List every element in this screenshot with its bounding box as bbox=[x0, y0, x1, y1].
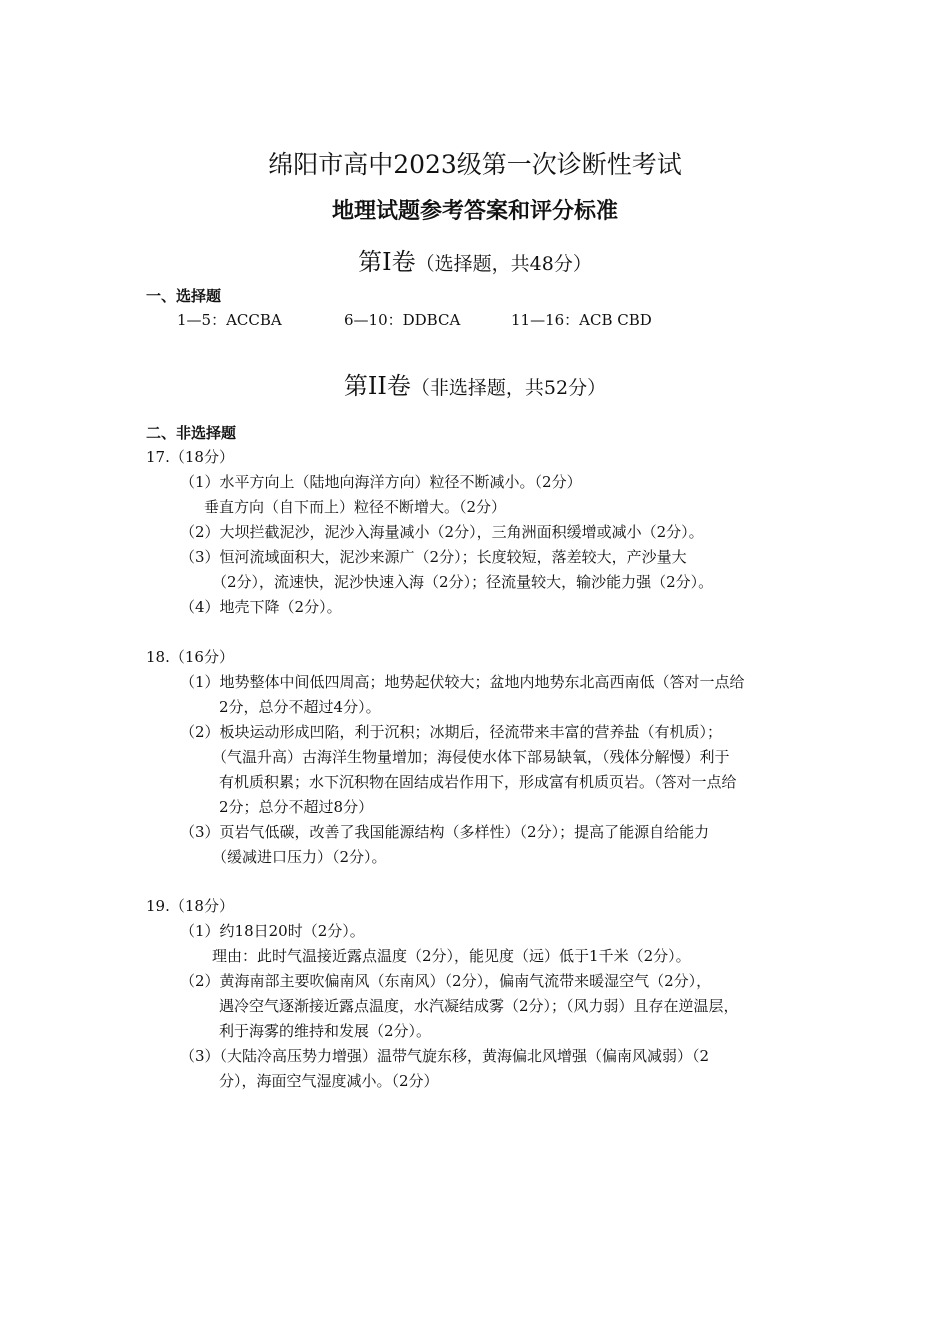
q18-line: （3）页岩气低碳，改善了我国能源结构（多样性）（2分）；提高了能源自给能力 bbox=[180, 823, 710, 841]
q19-line: （2）黄海南部主要吹偏南风（东南风）（2分），偏南气流带来暖湿空气（2分）， bbox=[180, 972, 712, 990]
q18-line: 有机质积累；水下沉积物在固结成岩作用下，形成富有机质页岩。（答对一点给 bbox=[219, 773, 737, 791]
volume-2-note: （非选择题，共52分） bbox=[410, 377, 607, 399]
volume-2-heading bbox=[0, 366, 950, 401]
q19-line: 分），海面空气湿度减小。（2分） bbox=[219, 1072, 439, 1090]
q17-title: 17.（18分） bbox=[146, 448, 234, 466]
volume-1-note: （选择题，共48分） bbox=[415, 253, 592, 275]
answer-group-1: 1—5：ACCBA bbox=[177, 311, 282, 329]
q17-line: （3）恒河流域面积大，泥沙来源广（2分）；长度较短，落差较大，产沙量大 bbox=[180, 548, 687, 566]
section-1-heading: 一、选择题 bbox=[146, 287, 222, 305]
volume-2-label: 第II卷 bbox=[343, 372, 411, 400]
document-subtitle: 地理试题参考答案和评分标准 bbox=[331, 199, 618, 224]
q19-line: 利于海雾的维持和发展（2分）。 bbox=[219, 1022, 432, 1040]
q17-line: 垂直方向（自下而上）粒径不断增大。（2分） bbox=[204, 498, 507, 516]
q18-line: 2分；总分不超过8分） bbox=[219, 798, 374, 816]
q19-line: （3）（大陆冷高压势力增强）温带气旋东移，黄海偏北风增强（偏南风减弱）（2 bbox=[180, 1047, 710, 1065]
q19-line: （1）约18日20时（2分）。 bbox=[180, 922, 365, 940]
q18-line: （缓减进口压力）（2分）。 bbox=[212, 848, 387, 866]
q19-title: 19.（18分） bbox=[146, 897, 234, 915]
answer-group-2: 6—10：DDBCA bbox=[344, 311, 461, 329]
q18-title: 18.（16分） bbox=[146, 648, 234, 666]
q18-line: 2分，总分不超过4分）。 bbox=[219, 698, 381, 716]
q19-line: 遇冷空气逐渐接近露点温度，水汽凝结成雾（2分）；（风力弱）且存在逆温层， bbox=[219, 997, 739, 1015]
section-2-heading: 二、非选择题 bbox=[146, 424, 237, 442]
q18-line: （1）地势整体中间低四周高；地势起伏较大；盆地内地势东北高西南低（答对一点给 bbox=[180, 673, 745, 691]
q18-line: （气温升高）古海洋生物量增加；海侵使水体下部易缺氧，（残体分解慢）利于 bbox=[212, 748, 730, 766]
q17-line: （2分），流速快，泥沙快速入海（2分）；径流量较大，输沙能力强（2分）。 bbox=[212, 573, 714, 591]
q17-line: （2）大坝拦截泥沙，泥沙入海量减小（2分），三角洲面积缓增或减小（2分）。 bbox=[180, 523, 704, 541]
volume-1-heading bbox=[0, 242, 950, 277]
q17-line: （1）水平方向上（陆地向海洋方向）粒径不断减小。（2分） bbox=[180, 473, 582, 491]
document-title: 绵阳市高中2023级第一次诊断性考试 bbox=[268, 150, 682, 179]
volume-1-label: 第I卷 bbox=[358, 248, 416, 276]
q17-line: （4）地壳下降（2分）。 bbox=[180, 598, 342, 616]
q18-line: （2）板块运动形成凹陷，利于沉积；冰期后，径流带来丰富的营养盐（有机质）； bbox=[180, 723, 723, 741]
q19-line: 理由：此时气温接近露点温度（2分），能见度（远）低于1千米（2分）。 bbox=[212, 947, 691, 965]
answer-group-3: 11—16：ACB CBD bbox=[511, 311, 652, 329]
